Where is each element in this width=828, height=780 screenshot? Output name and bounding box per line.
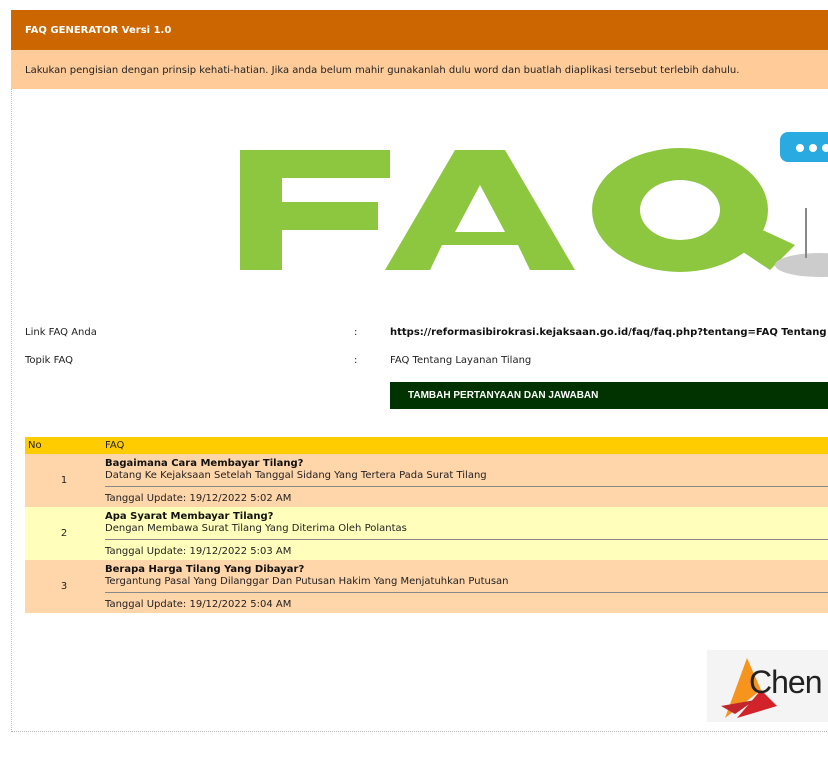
topic-label: Topik FAQ — [25, 355, 73, 366]
header-no: No — [28, 440, 42, 451]
table-row[interactable] — [25, 454, 828, 507]
notice-text: Lakukan pengisian dengan prinsip kehati-hatian. Jika anda belum mahir gunakanlah dulu word dan buatlah diaplikasi tersebut terlebih dahulu. — [25, 65, 740, 76]
row-divider — [105, 539, 828, 540]
brand-logo — [707, 650, 828, 722]
faq-updated: Tanggal Update: 19/12/2022 5:02 AM — [105, 493, 292, 504]
faq-updated: Tanggal Update: 19/12/2022 5:03 AM — [105, 546, 292, 557]
page-frame — [11, 10, 828, 732]
row-divider — [105, 592, 828, 593]
table-row[interactable] — [25, 507, 828, 560]
table-row[interactable] — [25, 560, 828, 613]
row-number: 2 — [60, 528, 68, 539]
row-number: 1 — [60, 475, 68, 486]
faq-answer: Dengan Membawa Surat Tilang Yang Diterima Oleh Polantas — [105, 523, 407, 534]
faq-link[interactable]: https://reformasibirokrasi.kejaksaan.go.id/faq/faq.php?tentang=FAQ Tentang — [390, 327, 827, 338]
title-bar — [11, 10, 828, 50]
faq-table — [25, 437, 828, 613]
add-faq-button[interactable]: TAMBAH PERTANYAAN DAN JAWABAN — [390, 382, 828, 409]
header-faq: FAQ — [105, 440, 125, 451]
faq-answer: Datang Ke Kejaksaan Setelah Tanggal Sidang Yang Tertera Pada Surat Tilang — [105, 470, 487, 481]
faq-answer: Tergantung Pasal Yang Dilanggar Dan Putusan Hakim Yang Menjatuhkan Putusan — [105, 576, 509, 587]
app-title: FAQ GENERATOR Versi 1.0 — [25, 25, 172, 36]
faq-logo-graphic — [230, 130, 828, 280]
topic-value: FAQ Tentang Layanan Tilang — [390, 355, 532, 366]
faq-question: Bagaimana Cara Membayar Tilang? — [105, 458, 304, 469]
topic-separator: : — [354, 355, 358, 366]
link-label: Link FAQ Anda — [25, 327, 97, 338]
table-header — [25, 437, 828, 454]
faq-question: Berapa Harga Tilang Yang Dibayar? — [105, 564, 305, 575]
row-divider — [105, 486, 828, 487]
link-separator: : — [354, 327, 358, 338]
faq-logo — [230, 130, 828, 284]
faq-question: Apa Syarat Membayar Tilang? — [105, 511, 274, 522]
notice-banner — [11, 50, 828, 89]
brand-text: Chen — [749, 664, 822, 700]
faq-updated: Tanggal Update: 19/12/2022 5:04 AM — [105, 599, 292, 610]
chat-bubble-icon — [780, 132, 828, 162]
row-number: 3 — [60, 581, 68, 592]
